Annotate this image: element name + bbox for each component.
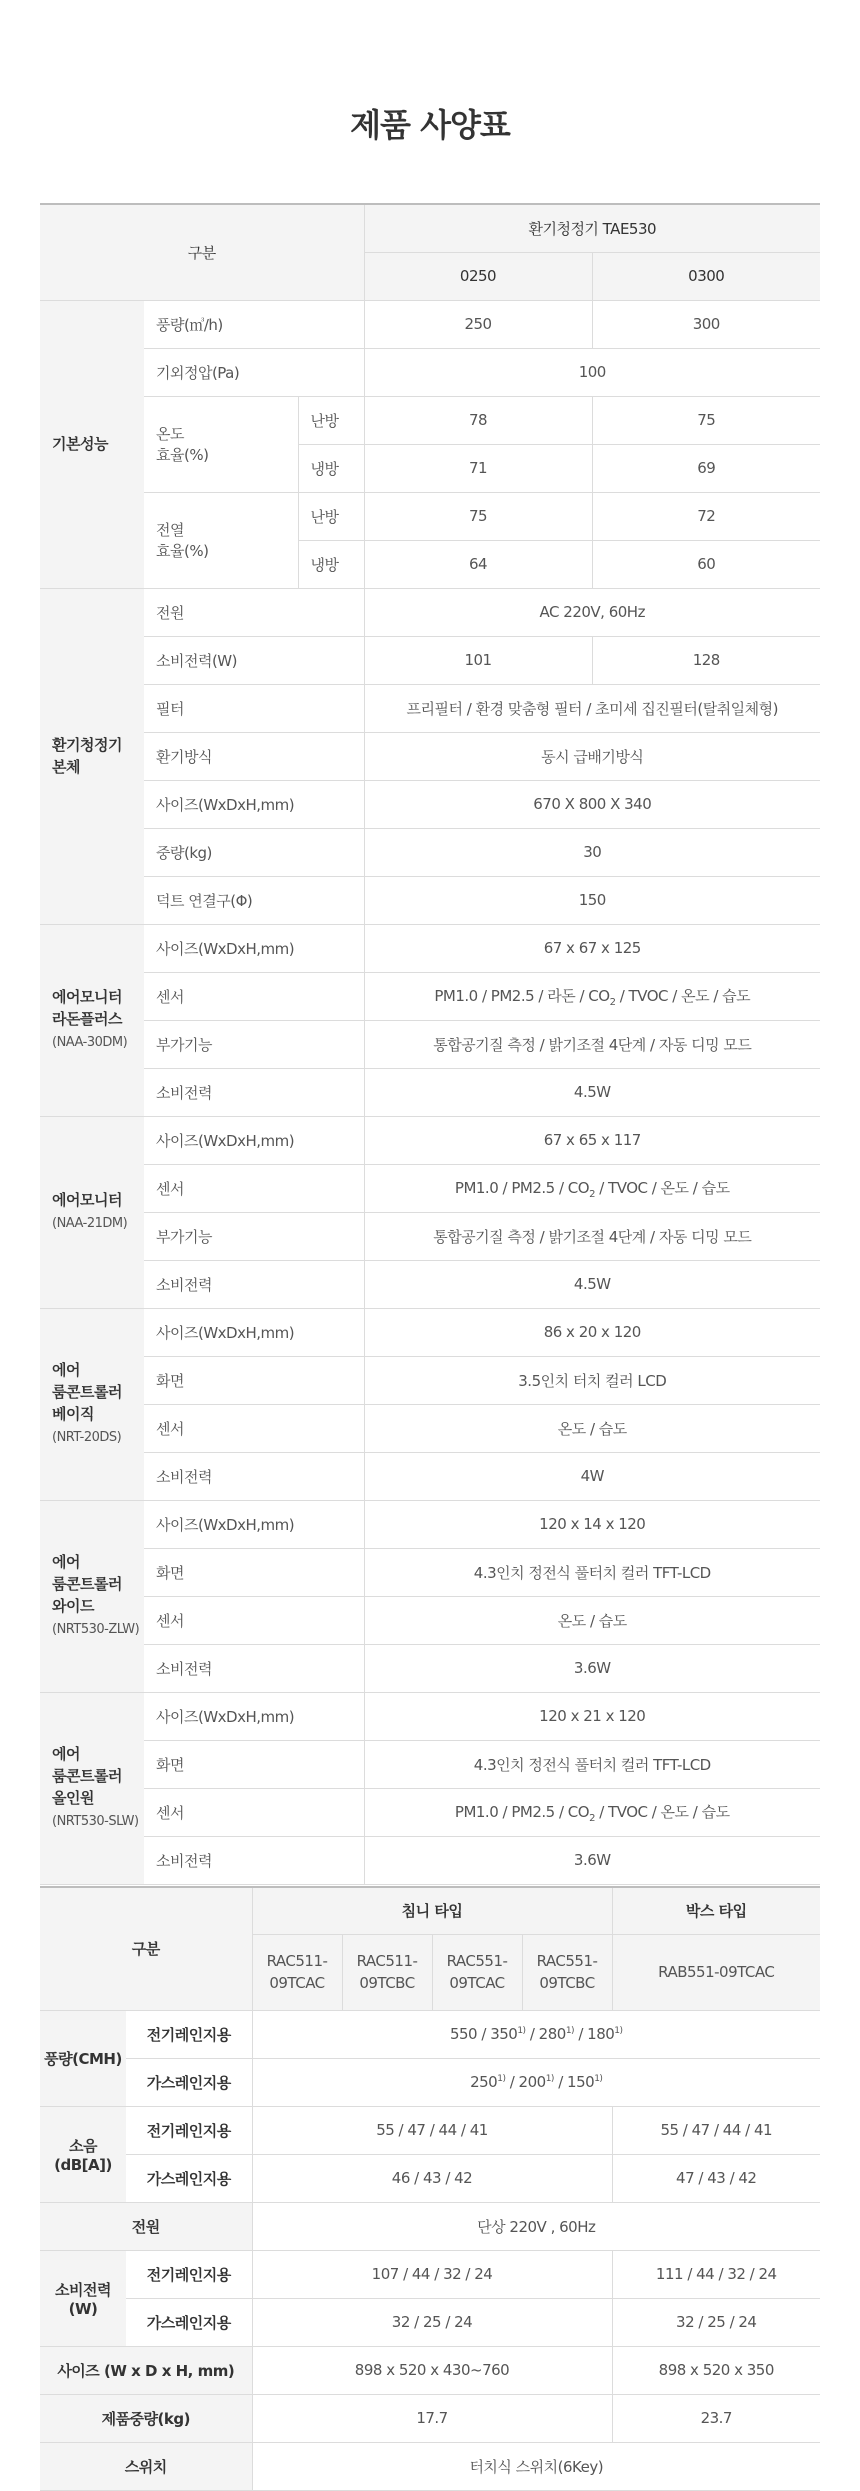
spec-header-row bbox=[40, 204, 820, 252]
row-label: 화면 bbox=[144, 1548, 364, 1596]
row-label: 화면 bbox=[144, 1356, 364, 1404]
table-row bbox=[40, 588, 820, 636]
cell-value: 23.7 bbox=[612, 2394, 820, 2442]
model-cell: RAC511- 09TCBC bbox=[342, 1934, 432, 2010]
hood-spec-table bbox=[40, 1886, 820, 2491]
cell-value: 101 bbox=[364, 636, 592, 684]
cell-value: $PM1.0 / PM2.5 / CO_2$ / TVOC / 온도 / 습도 bbox=[364, 1164, 820, 1212]
table-row bbox=[40, 1020, 820, 1068]
row-label: 환기방식 bbox=[144, 732, 364, 780]
cell-value: 898 x 520 x 350 bbox=[612, 2346, 820, 2394]
group-monitor bbox=[40, 1116, 144, 1308]
table-row bbox=[40, 2058, 820, 2106]
row-label: 사이즈(WxDxH,mm) bbox=[144, 1500, 364, 1548]
table-row bbox=[40, 2346, 820, 2394]
row-label: 소비전력 bbox=[144, 1836, 364, 1884]
table-row bbox=[40, 300, 820, 348]
cell-value: 111 / 44 / 32 / 24 bbox=[612, 2250, 820, 2298]
table-row bbox=[40, 636, 820, 684]
sub-label: 가스레인지용 bbox=[126, 2298, 252, 2346]
cell-value: 단상 220V , 60Hz bbox=[252, 2202, 820, 2250]
group-name: 에어 룸콘트롤러 베이직 bbox=[52, 1361, 122, 1423]
cell-value: 32 / 25 / 24 bbox=[612, 2298, 820, 2346]
row-label: 센서 bbox=[144, 1596, 364, 1644]
row-label: 풍량(CMH) bbox=[40, 2010, 126, 2106]
row-label: 전열 효율(%) bbox=[144, 492, 298, 588]
cell-value: 100 bbox=[364, 348, 820, 396]
table-row bbox=[40, 1164, 820, 1212]
row-label: 제품중량(kg) bbox=[40, 2394, 252, 2442]
group-name: 에어 룸콘트롤러 와이드 bbox=[52, 1553, 122, 1615]
table-row bbox=[40, 1116, 820, 1164]
row-label: 온도 효율(%) bbox=[144, 396, 298, 492]
row-label: 소비전력 bbox=[144, 1452, 364, 1500]
cell-value: 4W bbox=[364, 1452, 820, 1500]
row-label: 사이즈(WxDxH,mm) bbox=[144, 1116, 364, 1164]
table-row bbox=[40, 1356, 820, 1404]
cell-value: PM1.0 / PM2.5 / 라돈 / $CO_2$ / TVOC / 온도 / 습도 bbox=[364, 972, 820, 1020]
row-label: 사이즈(WxDxH,mm) bbox=[144, 924, 364, 972]
table-row bbox=[40, 1452, 820, 1500]
table-row bbox=[40, 1596, 820, 1644]
header-category: 구분 bbox=[40, 204, 364, 300]
table-row bbox=[40, 876, 820, 924]
table-row bbox=[40, 732, 820, 780]
table-row bbox=[40, 1068, 820, 1116]
sub-label: 전기레인지용 bbox=[126, 2250, 252, 2298]
table-row bbox=[40, 1740, 820, 1788]
cell-value: 898 x 520 x 430~760 bbox=[252, 2346, 612, 2394]
cell-value: 55 / 47 / 44 / 41 bbox=[612, 2106, 820, 2154]
group-model: (NRT530-ZLW) bbox=[52, 1622, 140, 1637]
ventilator-spec-table bbox=[40, 203, 820, 1885]
group-rc-wide bbox=[40, 1500, 144, 1692]
row-label: 소비전력(W) bbox=[40, 2250, 126, 2346]
table-row bbox=[40, 972, 820, 1020]
group-model: (NAA-21DM) bbox=[52, 1216, 128, 1231]
row-label: 기외정압(Pa) bbox=[144, 348, 364, 396]
cell-value: 300 bbox=[592, 300, 820, 348]
table-row bbox=[40, 2010, 820, 2058]
cell-value: 250$^{1)}$ / 200$^{1)}$ / 150$^{1)}$ bbox=[252, 2058, 820, 2106]
table-row bbox=[40, 1500, 820, 1548]
table-row bbox=[40, 1692, 820, 1740]
row-label: 소비전력(W) bbox=[144, 636, 364, 684]
cell-value: 250 bbox=[364, 300, 592, 348]
row-label: 덕트 연결구(Φ) bbox=[144, 876, 364, 924]
cell-value: 터치식 스위치(6Key) bbox=[252, 2442, 820, 2490]
sub-label: 전기레인지용 bbox=[126, 2010, 252, 2058]
table-row bbox=[40, 1644, 820, 1692]
group-body: 환기청정기 본체 bbox=[40, 588, 144, 924]
cell-value: 4.3인치 정전식 풀터치 컬러 TFT-LCD bbox=[364, 1740, 820, 1788]
group-monitor-plus bbox=[40, 924, 144, 1116]
cell-value: 동시 급배기방식 bbox=[364, 732, 820, 780]
cell-value: 60 bbox=[592, 540, 820, 588]
row-label: 사이즈 (W x D x H, mm) bbox=[40, 2346, 252, 2394]
cell-value: 69 bbox=[592, 444, 820, 492]
row-label: 소비전력 bbox=[144, 1068, 364, 1116]
cell-value: 프리필터 / 환경 맞춤형 필터 / 초미세 집진필터(탈취일체형) bbox=[364, 684, 820, 732]
cell-value: 17.7 bbox=[252, 2394, 612, 2442]
cell-value: 3.6W bbox=[364, 1836, 820, 1884]
table-row bbox=[40, 1212, 820, 1260]
header-model-b: 0300 bbox=[592, 252, 820, 300]
cell-value: 3.5인치 터치 컬러 LCD bbox=[364, 1356, 820, 1404]
cell-value: 120 x 21 x 120 bbox=[364, 1692, 820, 1740]
cell-value: 온도 / 습도 bbox=[364, 1404, 820, 1452]
table-row bbox=[40, 396, 820, 444]
row-label: 소음(dB[A]) bbox=[40, 2106, 126, 2202]
header-model-a: 0250 bbox=[364, 252, 592, 300]
cell-value: 4.3인치 정전식 풀터치 컬러 TFT-LCD bbox=[364, 1548, 820, 1596]
cell-value: 46 / 43 / 42 bbox=[252, 2154, 612, 2202]
hood-header-row bbox=[40, 1887, 820, 1934]
row-label: 소비전력 bbox=[144, 1260, 364, 1308]
cell-value: 통합공기질 측정 / 밝기조절 4단계 / 자동 디밍 모드 bbox=[364, 1020, 820, 1068]
table-row bbox=[40, 2106, 820, 2154]
cell-value: 통합공기질 측정 / 밝기조절 4단계 / 자동 디밍 모드 bbox=[364, 1212, 820, 1260]
group-rc-basic bbox=[40, 1308, 144, 1500]
cell-value: 71 bbox=[364, 444, 592, 492]
table-row bbox=[40, 2202, 820, 2250]
cell-value: 47 / 43 / 42 bbox=[612, 2154, 820, 2202]
sub-label: 냉방 bbox=[298, 444, 364, 492]
header-chimney: 침니 타입 bbox=[252, 1887, 612, 1934]
header-category: 구분 bbox=[40, 1887, 252, 2010]
cell-value: 550 / 350$^{1)}$ / 280$^{1)}$ / 180$^{1)}$ bbox=[252, 2010, 820, 2058]
sub-label: 가스레인지용 bbox=[126, 2058, 252, 2106]
table-row bbox=[40, 1260, 820, 1308]
table-row bbox=[40, 492, 820, 540]
group-model: (NRT-20DS) bbox=[52, 1430, 122, 1445]
cell-value: 86 x 20 x 120 bbox=[364, 1308, 820, 1356]
cell-value: 120 x 14 x 120 bbox=[364, 1500, 820, 1548]
cell-value: 67 x 65 x 117 bbox=[364, 1116, 820, 1164]
row-label: 사이즈(WxDxH,mm) bbox=[144, 780, 364, 828]
cell-value: 30 bbox=[364, 828, 820, 876]
row-label: 센서 bbox=[144, 972, 364, 1020]
group-rc-allinone bbox=[40, 1692, 144, 1884]
table-row bbox=[40, 828, 820, 876]
table-row bbox=[40, 2154, 820, 2202]
cell-value: 55 / 47 / 44 / 41 bbox=[252, 2106, 612, 2154]
cell-value: 4.5W bbox=[364, 1260, 820, 1308]
row-label: 화면 bbox=[144, 1740, 364, 1788]
cell-value: 32 / 25 / 24 bbox=[252, 2298, 612, 2346]
cell-value: 78 bbox=[364, 396, 592, 444]
table-row bbox=[40, 2394, 820, 2442]
table-row bbox=[40, 1788, 820, 1836]
model-cell: RAC551- 09TCBC bbox=[522, 1934, 612, 2010]
row-label: 사이즈(WxDxH,mm) bbox=[144, 1308, 364, 1356]
cell-value: 64 bbox=[364, 540, 592, 588]
header-product: 환기청정기 TAE530 bbox=[364, 204, 820, 252]
group-name: 에어모니터 bbox=[52, 1191, 122, 1209]
sub-label: 난방 bbox=[298, 396, 364, 444]
sub-label: 난방 bbox=[298, 492, 364, 540]
cell-value: 75 bbox=[364, 492, 592, 540]
table-row bbox=[40, 924, 820, 972]
table-row bbox=[40, 2442, 820, 2490]
cell-value: 107 / 44 / 32 / 24 bbox=[252, 2250, 612, 2298]
table-row bbox=[40, 1836, 820, 1884]
sub-label: 가스레인지용 bbox=[126, 2154, 252, 2202]
group-model: (NRT530-SLW) bbox=[52, 1814, 139, 1829]
table-row bbox=[40, 1548, 820, 1596]
header-box: 박스 타입 bbox=[612, 1887, 820, 1934]
row-label: 센서 bbox=[144, 1404, 364, 1452]
sub-label: 전기레인지용 bbox=[126, 2106, 252, 2154]
cell-value: 67 x 67 x 125 bbox=[364, 924, 820, 972]
table-row bbox=[40, 1404, 820, 1452]
group-name: 에어모니터 라돈플러스 bbox=[52, 988, 122, 1028]
sub-label: 냉방 bbox=[298, 540, 364, 588]
table-row bbox=[40, 2250, 820, 2298]
row-label: 전원 bbox=[144, 588, 364, 636]
row-label: 부가기능 bbox=[144, 1212, 364, 1260]
model-cell: RAC551- 09TCAC bbox=[432, 1934, 522, 2010]
table-row bbox=[40, 684, 820, 732]
row-label: 중량(kg) bbox=[144, 828, 364, 876]
row-label: 풍량(㎥/h) bbox=[144, 300, 364, 348]
table-row bbox=[40, 780, 820, 828]
row-label: 필터 bbox=[144, 684, 364, 732]
cell-value: AC 220V, 60Hz bbox=[364, 588, 820, 636]
group-basic: 기본성능 bbox=[40, 300, 144, 588]
cell-value: 72 bbox=[592, 492, 820, 540]
cell-value: 4.5W bbox=[364, 1068, 820, 1116]
group-model: (NAA-30DM) bbox=[52, 1035, 128, 1050]
page-title: 제품 사양표 bbox=[350, 106, 510, 144]
group-name: 에어 룸콘트롤러 올인원 bbox=[52, 1745, 122, 1807]
table-row bbox=[40, 2298, 820, 2346]
cell-value: 3.6W bbox=[364, 1644, 820, 1692]
model-cell: RAC511- 09TCAC bbox=[252, 1934, 342, 2010]
row-label: 부가기능 bbox=[144, 1020, 364, 1068]
cell-value: $PM1.0 / PM2.5 / CO_2$ / TVOC / 온도 / 습도 bbox=[364, 1788, 820, 1836]
row-label: 스위치 bbox=[40, 2442, 252, 2490]
table-row bbox=[40, 348, 820, 396]
table-row bbox=[40, 1308, 820, 1356]
row-label: 사이즈(WxDxH,mm) bbox=[144, 1692, 364, 1740]
cell-value: 150 bbox=[364, 876, 820, 924]
cell-value: 75 bbox=[592, 396, 820, 444]
cell-value: 128 bbox=[592, 636, 820, 684]
cell-value: 온도 / 습도 bbox=[364, 1596, 820, 1644]
cell-value: 670 X 800 X 340 bbox=[364, 780, 820, 828]
row-label: 소비전력 bbox=[144, 1644, 364, 1692]
row-label: 센서 bbox=[144, 1164, 364, 1212]
row-label: 센서 bbox=[144, 1788, 364, 1836]
model-cell: RAB551-09TCAC bbox=[612, 1934, 820, 2010]
row-label: 전원 bbox=[40, 2202, 252, 2250]
